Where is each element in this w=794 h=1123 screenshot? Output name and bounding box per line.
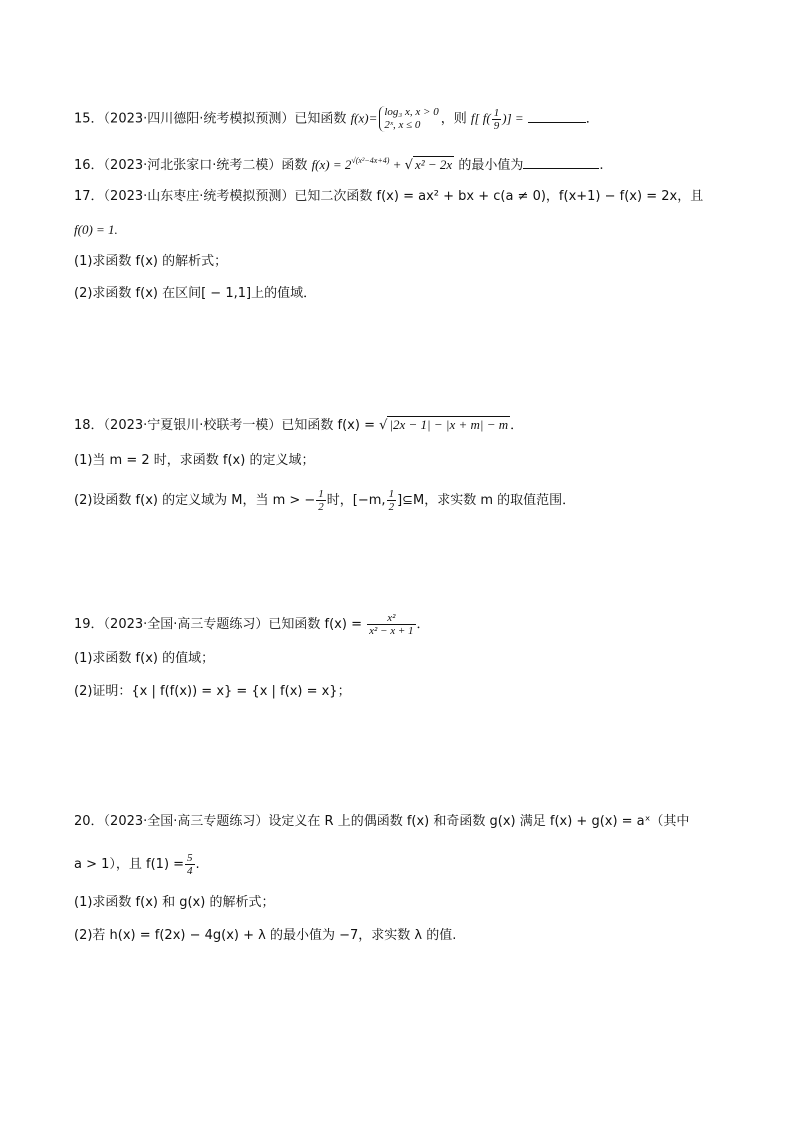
problem-18-part2 [74, 488, 575, 513]
sqrt-icon: √ [379, 418, 388, 433]
sqrt-icon: √ [404, 158, 413, 173]
fraction [367, 612, 415, 637]
fraction-denominator: 2 [388, 501, 395, 513]
fraction-denominator: x² − x + 1 [369, 625, 414, 637]
punctuation: ． [585, 111, 599, 127]
problem-19-part2: (2)证明：{x | f(f(x)) = x} = {x | f(x) = x}； [74, 684, 351, 699]
problem-number: 16． [74, 158, 104, 173]
problem-number: 15． [74, 111, 104, 127]
problem-18-part1: (1)当 m = 2 时，求函数 f(x) 的定义域； [74, 453, 315, 468]
composite-expr-end: )] = [502, 110, 524, 126]
fraction-numerator: 1 [318, 488, 324, 500]
problem-17-part1: (1)求函数 f(x) 的解析式； [74, 254, 228, 269]
fraction [316, 488, 326, 513]
problem-20 [74, 813, 689, 831]
problem-text: (2)设函数 f(x) 的定义域为 M，当 m > − [74, 493, 316, 508]
problem-17-part2: (2)求函数 f(x) 在区间[ − 1,1]上的值域． [74, 286, 317, 301]
plus-sign: + [389, 157, 405, 172]
problem-text: 已知二次函数 f(x) = ax² + bx + c(a ≠ 0)，f(x+1) − f(x) = 2x，且 [294, 189, 704, 204]
punctuation: ． [416, 617, 430, 632]
answer-blank[interactable] [528, 110, 586, 123]
problem-18 [74, 416, 523, 435]
piece-1: log₃ x, x > 0 [384, 106, 439, 118]
problem-text: ，则 [440, 111, 467, 127]
problem-source: （2023·全国·高三专题练习） [103, 814, 269, 829]
problem-source: （2023·全国·高三专题练习） [103, 617, 269, 632]
fraction-numerator: 1 [493, 106, 500, 119]
fraction-numerator: x² [367, 612, 415, 625]
fraction [185, 852, 195, 877]
piece-2: 2ˣ, x ≤ 0 [384, 119, 421, 131]
problem-text: 设定义在 R 上的偶函数 f(x) 和奇函数 g(x) 满足 f(x) + g(x) = aˣ（其中 [268, 814, 690, 829]
problem-19 [74, 612, 430, 637]
exponent: √(x²−4x+4) [351, 156, 390, 165]
problem-20-part1: (1)求函数 f(x) 和 g(x) 的解析式； [74, 895, 275, 910]
problem-text: a > 1），且 f(1) = [74, 857, 185, 872]
fraction [387, 488, 397, 513]
problem-source: （2023·河北张家口·统考二模） [103, 158, 282, 173]
problem-text: ]⊆M，求实数 m 的取值范围． [397, 493, 576, 508]
answer-blank[interactable] [523, 156, 599, 169]
fraction [492, 107, 502, 132]
problem-text: 函数 [281, 158, 308, 173]
sqrt-body: x² − 2x [414, 157, 453, 172]
punctuation: ． [510, 418, 524, 433]
punctuation: . [599, 158, 604, 173]
problem-19-part1: (1)求函数 f(x) 的值域； [74, 651, 215, 666]
fraction-numerator: 1 [388, 488, 395, 500]
problem-text: 已知函数 f(x) = [268, 617, 362, 632]
problem-number: 20． [74, 814, 104, 829]
sqrt-body: |2x − 1| − |x + m| − m [389, 417, 509, 432]
problem-text: 已知函数 [294, 111, 347, 127]
problem-number: 17． [74, 189, 104, 204]
fraction-denominator: 9 [493, 119, 500, 132]
problem-15 [74, 106, 599, 132]
problem-text: 时，[−m, [326, 493, 386, 508]
piecewise [379, 106, 438, 132]
problem-number: 19． [74, 617, 104, 632]
function-expr: f(x) = 2 [311, 157, 352, 172]
problem-number: 18． [74, 418, 104, 433]
function-def: f(x)= [350, 110, 378, 126]
problem-source: （2023·山东枣庄·统考模拟预测） [103, 189, 295, 204]
fraction-numerator: 5 [187, 852, 193, 864]
punctuation: . [195, 857, 200, 872]
problem-16 [74, 152, 603, 175]
problem-20-part2: (2)若 h(x) = f(2x) − 4g(x) + λ 的最小值为 −7，求实数 λ 的值. [74, 928, 457, 943]
problem-source: （2023·四川德阳·统考模拟预测） [103, 111, 295, 127]
problem-17-line2: f(0) = 1. [74, 222, 118, 237]
problem-20-line2 [74, 852, 200, 877]
fraction-denominator: 2 [318, 501, 324, 513]
fraction-denominator: 4 [187, 865, 193, 877]
problem-text: 已知函数 f(x) = [281, 418, 375, 433]
composite-expr: f[ f( [470, 110, 491, 126]
problem-17 [74, 188, 703, 206]
problem-text: 的最小值为 [458, 158, 524, 173]
problem-source: （2023·宁夏银川·校联考一模） [103, 418, 282, 433]
